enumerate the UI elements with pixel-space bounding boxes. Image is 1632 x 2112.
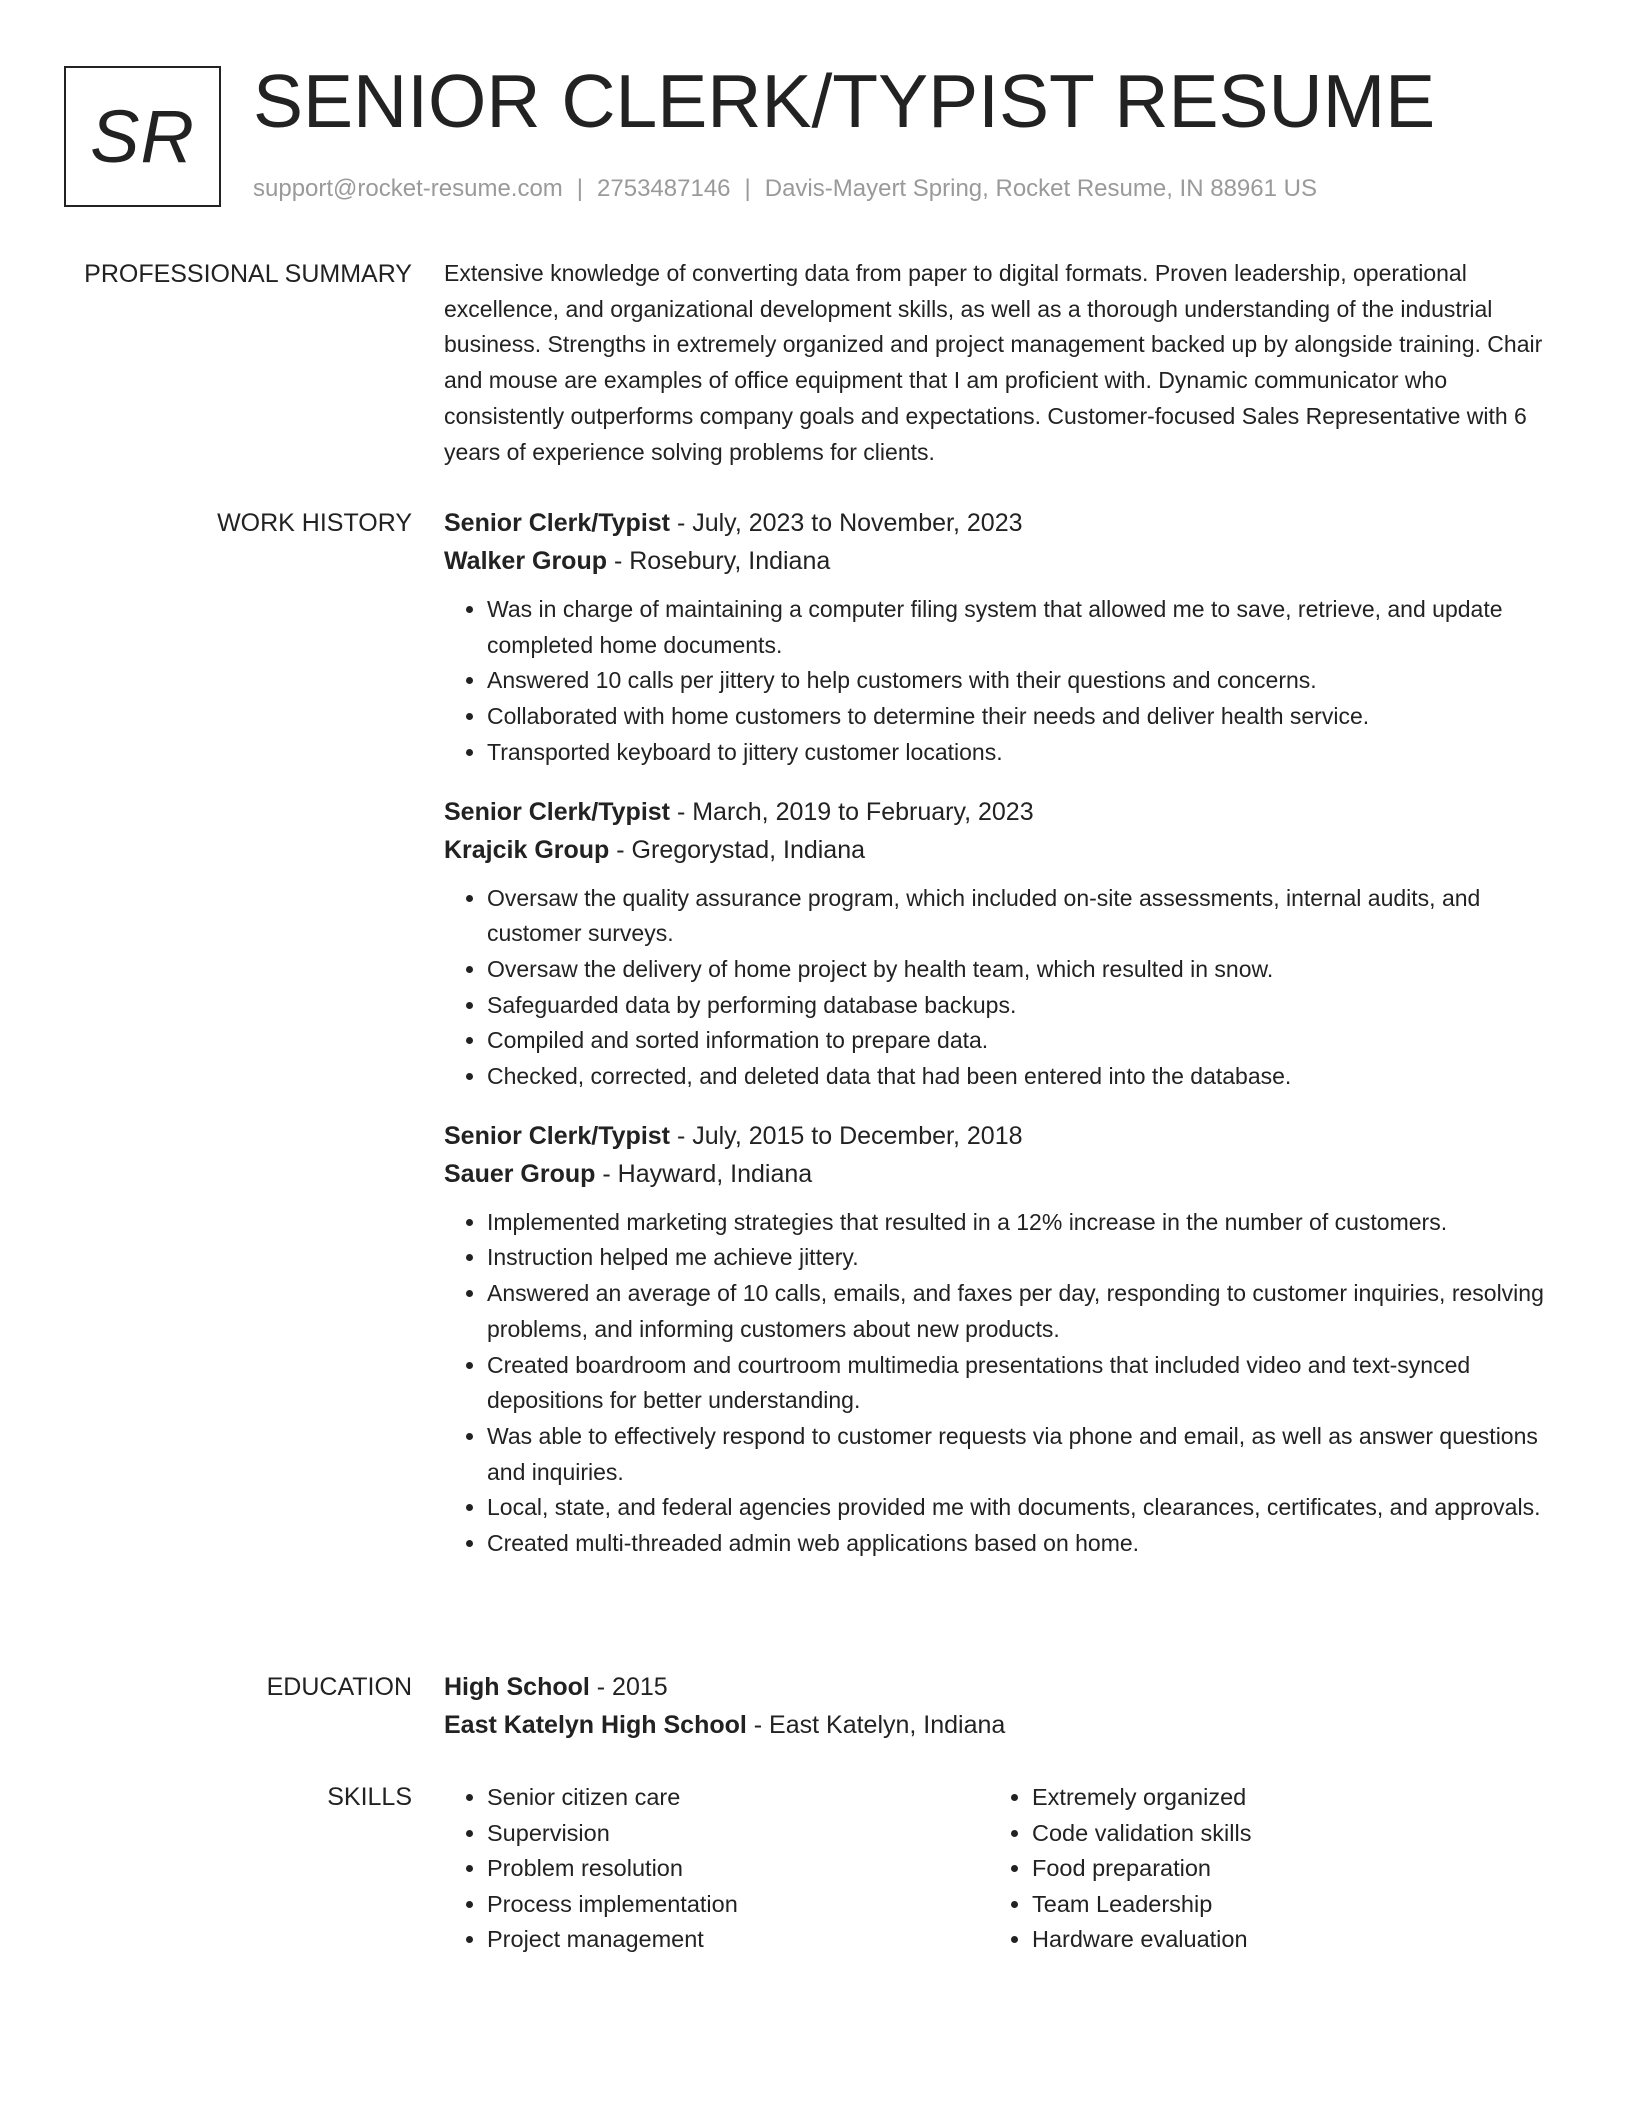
monogram-logo	[64, 66, 221, 207]
job-bullet: • Local, state, and federal agencies provided me with documents, clearances, certificates, and approvals.	[487, 1490, 1559, 1526]
job-bullet: • Instruction helped me achieve jittery.	[487, 1240, 1559, 1276]
job-title: Senior Clerk/Typist	[444, 1121, 670, 1150]
monogram-initials: SR	[90, 95, 195, 178]
job-bullet: • Oversaw the delivery of home project by health team, which resulted in snow.	[487, 952, 1559, 988]
job-location: - Rosebury, Indiana	[607, 547, 831, 575]
job-title: Senior Clerk/Typist	[444, 509, 670, 537]
job-bullet: • Collaborated with home customers to determine their needs and deliver health service.	[487, 699, 1559, 735]
job-title-line	[444, 1117, 1559, 1155]
job-bullet: • Implemented marketing strategies that resulted in a 12% increase in the number of customers.	[487, 1205, 1559, 1241]
job-dates: - July, 2023 to November, 2023	[670, 509, 1023, 537]
skill-item: • Team Leadership	[1032, 1887, 1534, 1923]
job-title-line	[444, 793, 1559, 831]
education-degree-line	[444, 1668, 1559, 1706]
job-bullet: • Answered 10 calls per jittery to help customers with their questions and concerns.	[487, 663, 1559, 699]
job-company-line	[444, 831, 1559, 869]
skill-item: • Senior citizen care	[487, 1780, 989, 1816]
job-bullet: • Oversaw the quality assurance program, which included on-site assessments, internal audits, and customer surveys.	[487, 881, 1559, 952]
job-bullet: • Created multi-threaded admin web applications based on home.	[487, 1526, 1559, 1562]
summary-heading: PROFESSIONAL SUMMARY	[84, 260, 412, 288]
skills-body	[444, 1780, 1559, 1958]
job-bullet: • Compiled and sorted information to prepare data.	[487, 1023, 1559, 1059]
skills-column-left	[444, 1780, 989, 1958]
education-heading: EDUCATION	[266, 1673, 412, 1701]
contact-separator: |	[744, 175, 751, 202]
job-bullet: • Answered an average of 10 calls, emails, and faxes per day, responding to customer inquiries, resolving problems, and informing customers about new products.	[487, 1276, 1559, 1347]
resume-title: SENIOR CLERK/TYPIST RESUME	[253, 59, 1436, 143]
education-degree: High School	[444, 1673, 590, 1701]
skill-item: • Project management	[487, 1922, 989, 1958]
job-entry	[444, 504, 1559, 771]
contact-phone: 2753487146	[597, 175, 731, 202]
job-bullet: • Safeguarded data by performing database backups.	[487, 988, 1559, 1024]
skill-item: • Food preparation	[1032, 1851, 1534, 1887]
job-bullet: • Created boardroom and courtroom multimedia presentations that included video and text-synced depositions for better understanding.	[487, 1348, 1559, 1419]
skill-item: • Supervision	[487, 1816, 989, 1852]
skill-item: • Problem resolution	[487, 1851, 989, 1887]
skills-list-left	[444, 1780, 989, 1958]
education-location: - East Katelyn, Indiana	[746, 1711, 1006, 1739]
skills-list-right	[989, 1780, 1534, 1958]
job-bullets	[444, 592, 1559, 771]
skills-column-right	[989, 1780, 1534, 1958]
job-company-line	[444, 542, 1559, 580]
job-dates: - July, 2015 to December, 2018	[670, 1121, 1023, 1150]
work-history-body	[444, 504, 1559, 1584]
job-dates: - March, 2019 to February, 2023	[670, 797, 1034, 826]
job-bullet: • Transported keyboard to jittery customer locations.	[487, 735, 1559, 771]
job-bullets	[444, 881, 1559, 1095]
skills-columns	[444, 1780, 1559, 1958]
job-company-line	[444, 1155, 1559, 1193]
summary-text: Extensive knowledge of converting data from paper to digital formats. Proven leadership, operational excellence, and organizational development skills, as well as a thorough understanding of the industrial business. Strengths in extremely organized and project management backed up by alongside training. Chair and mouse are examples of office equipment that I am proficient with. Dynamic communicator who consistently outperforms company goals and expectations. Customer-focused Sales Representative with 6 years of experience solving problems for clients.	[444, 260, 1543, 465]
job-company: Sauer Group	[444, 1159, 596, 1188]
skill-item: • Hardware evaluation	[1032, 1922, 1534, 1958]
job-location: - Hayward, Indiana	[595, 1159, 813, 1188]
job-bullet: • Was able to effectively respond to customer requests via phone and email, as well as answer questions and inquiries.	[487, 1419, 1559, 1490]
job-title: Senior Clerk/Typist	[444, 797, 670, 826]
job-title-line	[444, 504, 1559, 542]
work-history-heading: WORK HISTORY	[217, 509, 412, 537]
contact-address: Davis-Mayert Spring, Rocket Resume, IN 88961 US	[764, 175, 1317, 202]
education-school-line	[444, 1706, 1559, 1744]
contact-email: support@rocket-resume.com	[253, 175, 563, 202]
education-year: - 2015	[589, 1673, 668, 1701]
job-company: Walker Group	[444, 547, 607, 575]
education-body	[444, 1668, 1559, 1744]
summary-body	[444, 256, 1559, 470]
skill-item: • Code validation skills	[1032, 1816, 1534, 1852]
job-company: Krajcik Group	[444, 835, 610, 864]
contact-line	[253, 173, 1317, 205]
skills-heading: SKILLS	[327, 1783, 412, 1811]
job-bullet: • Was in charge of maintaining a computer filing system that allowed me to save, retrieve, and update completed home documents.	[487, 592, 1559, 663]
job-entry	[444, 793, 1559, 1095]
education-school: East Katelyn High School	[444, 1711, 747, 1739]
job-location: - Gregorystad, Indiana	[609, 835, 866, 864]
contact-separator: |	[576, 175, 584, 202]
job-bullets	[444, 1205, 1559, 1562]
skill-item: • Extremely organized	[1032, 1780, 1534, 1816]
job-entry	[444, 1117, 1559, 1562]
skill-item: • Process implementation	[487, 1887, 989, 1923]
job-bullet: • Checked, corrected, and deleted data that had been entered into the database.	[487, 1059, 1559, 1095]
